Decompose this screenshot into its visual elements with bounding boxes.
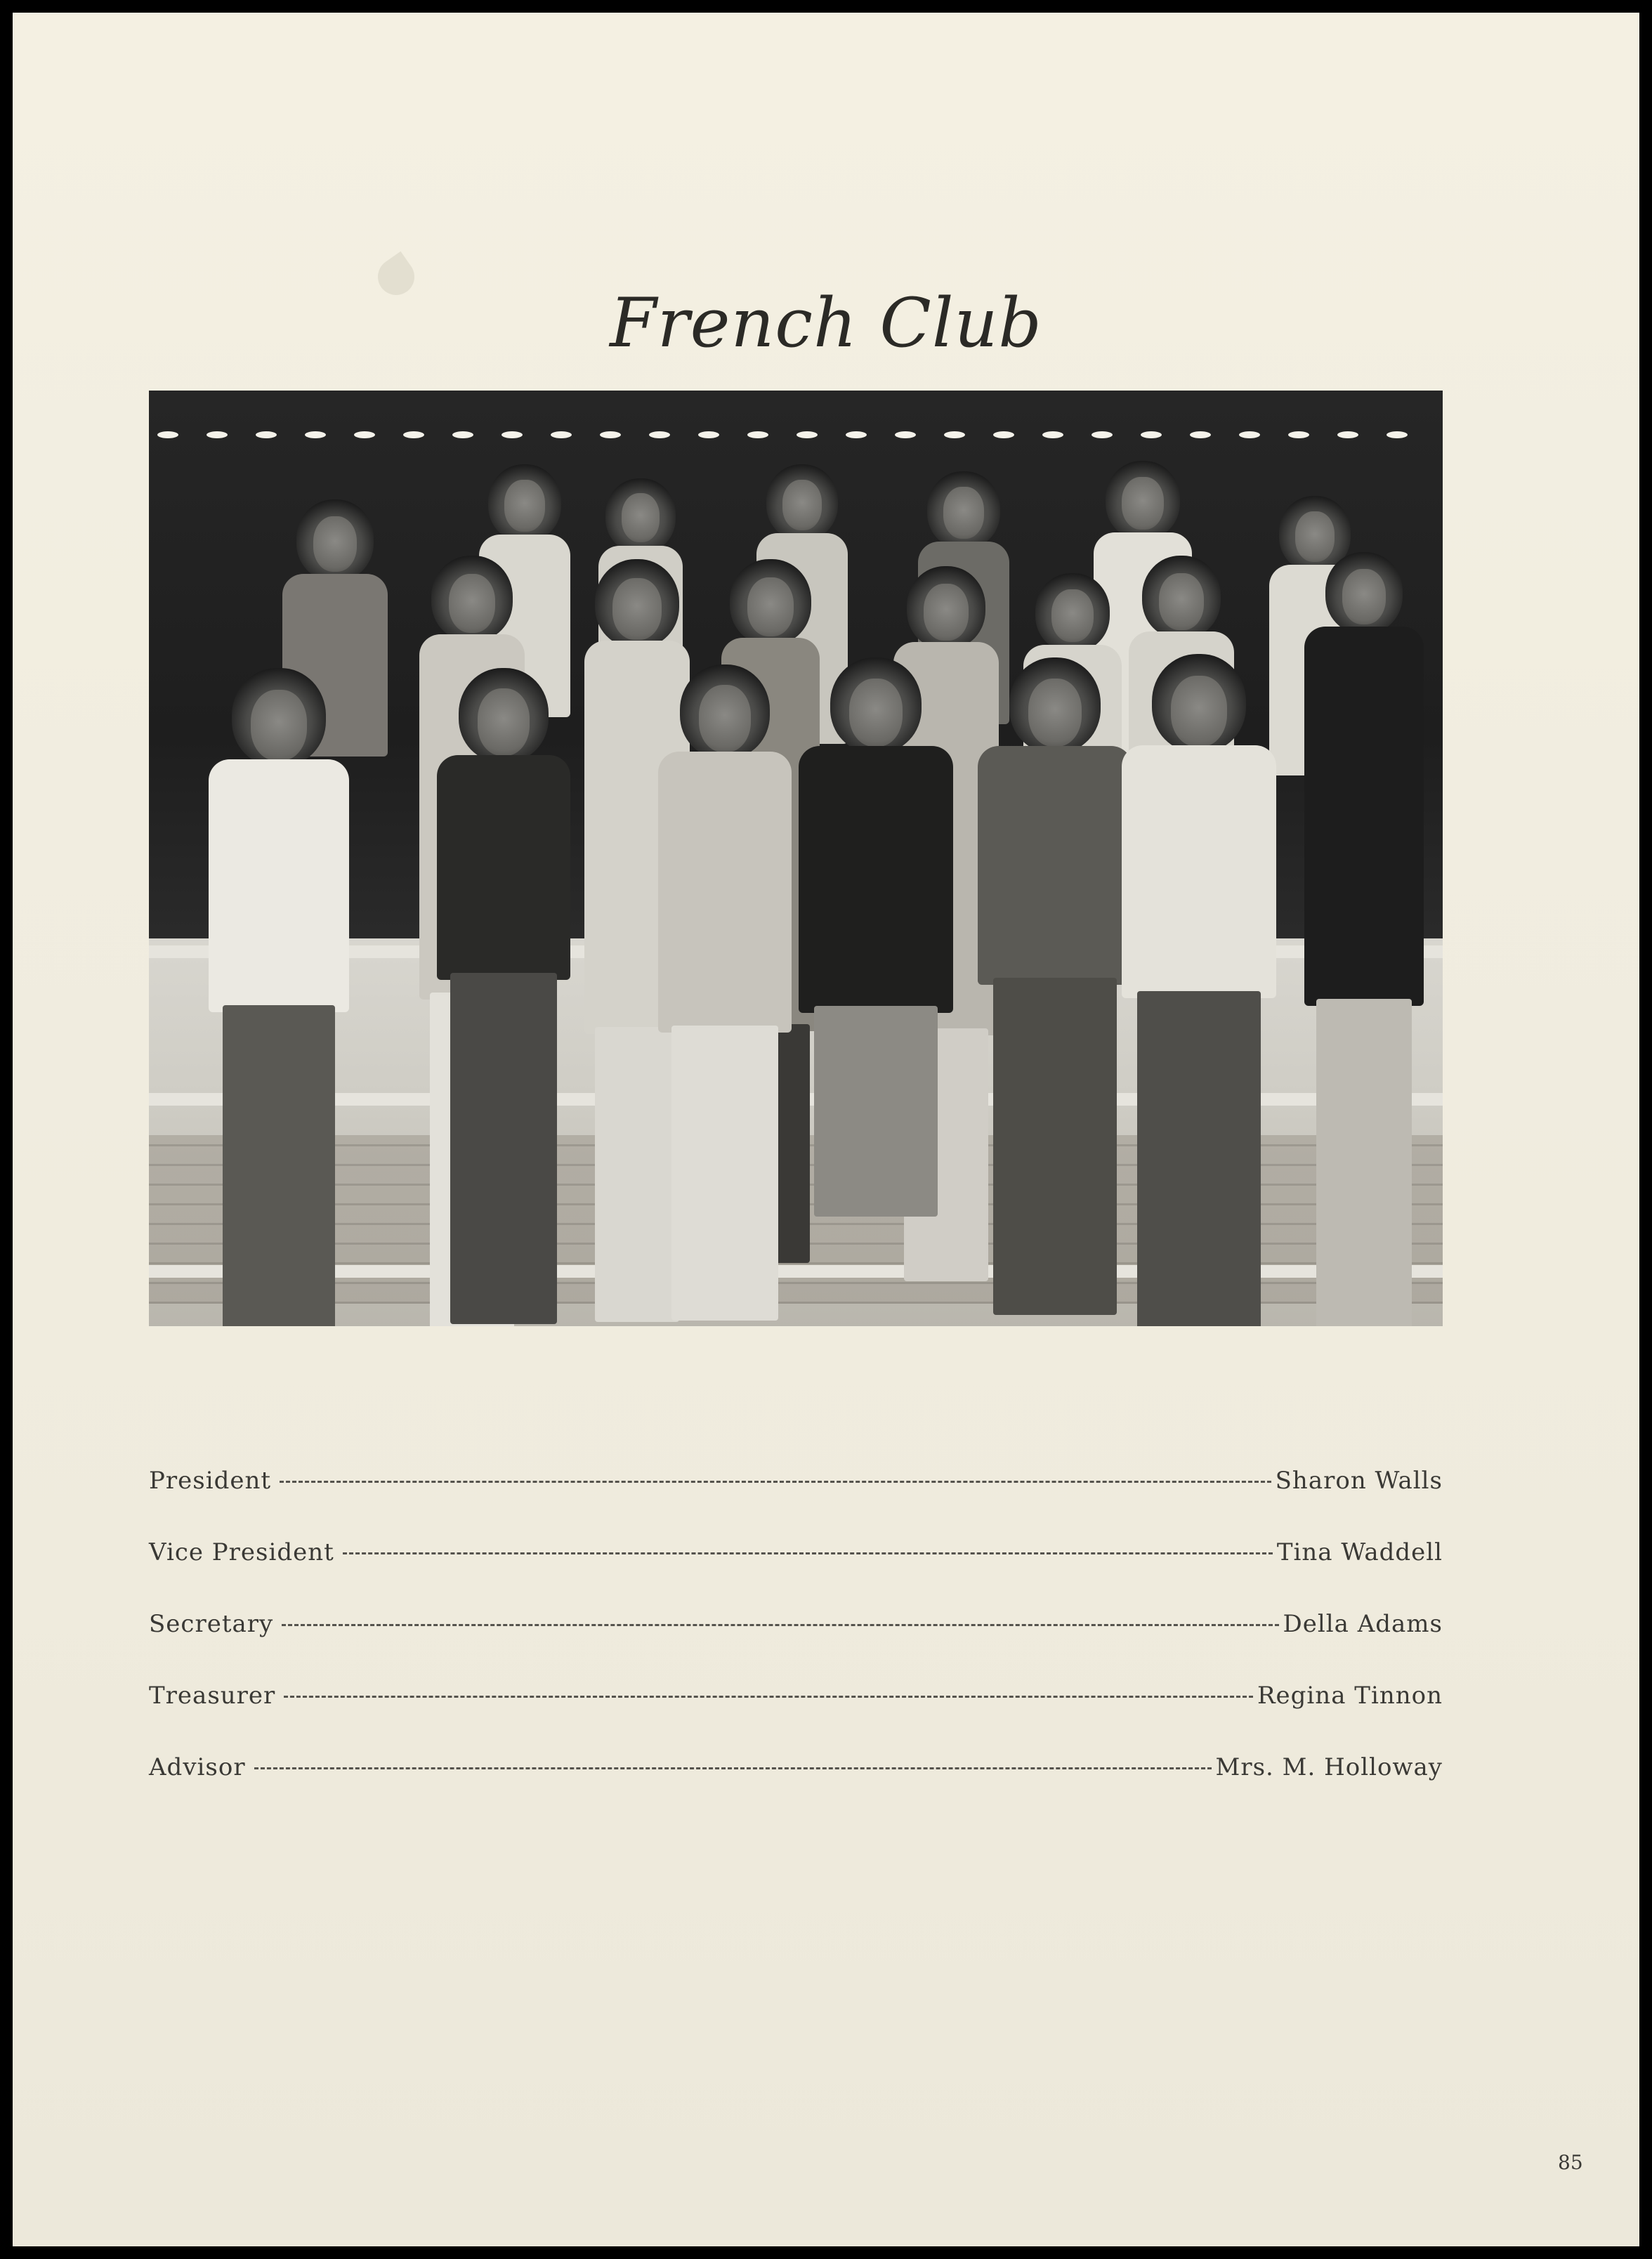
- officer-list: [149, 1467, 1443, 1825]
- member-clothing: [1304, 627, 1424, 1006]
- stage-light: [796, 431, 818, 438]
- member-clothing: [437, 755, 570, 980]
- officer-role: Treasurer: [149, 1682, 276, 1710]
- member-face: [1295, 511, 1335, 562]
- member-face: [1171, 676, 1226, 747]
- group-photo: [149, 391, 1443, 1326]
- stage-light: [1190, 431, 1211, 438]
- officer-name: Sharon Walls: [1275, 1467, 1443, 1495]
- member-face: [449, 574, 495, 634]
- member-face: [849, 679, 903, 747]
- stage-light: [1337, 431, 1358, 438]
- member-trousers: [223, 1005, 335, 1326]
- stage-light: [551, 431, 572, 438]
- stage-light: [993, 431, 1014, 438]
- member-face: [1122, 477, 1163, 530]
- stage-light: [1239, 431, 1260, 438]
- officer-row: [149, 1467, 1443, 1538]
- stage-lights: [157, 431, 1434, 441]
- member-clothing: [1122, 745, 1276, 998]
- stage-light: [649, 431, 670, 438]
- member-trousers: [1137, 991, 1261, 1326]
- page-title: French Club: [610, 284, 1042, 362]
- stage-light: [305, 431, 326, 438]
- member-face: [1342, 569, 1386, 624]
- officer-row: [149, 1538, 1443, 1610]
- member-face: [747, 577, 794, 637]
- officer-row: [149, 1682, 1443, 1753]
- stage-light: [1042, 431, 1063, 438]
- dot-leader: [280, 1481, 1271, 1483]
- stage-light: [747, 431, 768, 438]
- member-trousers: [450, 973, 557, 1324]
- member-face: [924, 584, 968, 641]
- officer-name: Mrs. M. Holloway: [1215, 1753, 1443, 1781]
- stage-light: [944, 431, 965, 438]
- stage-light: [501, 431, 523, 438]
- stage-light: [1141, 431, 1162, 438]
- stage-light: [452, 431, 473, 438]
- member-clothing: [799, 746, 953, 1013]
- member-trousers: [1316, 999, 1412, 1326]
- officer-name: Regina Tinnon: [1257, 1682, 1443, 1710]
- officer-row: [149, 1610, 1443, 1682]
- member-face: [782, 480, 822, 530]
- stage-light: [1288, 431, 1309, 438]
- stage-light: [698, 431, 719, 438]
- stage-light: [1386, 431, 1408, 438]
- officer-role: Vice President: [149, 1538, 334, 1566]
- member-face: [1028, 679, 1082, 747]
- stage-light: [895, 431, 916, 438]
- member-face: [699, 685, 752, 752]
- member-face: [1159, 573, 1203, 630]
- page-number: 85: [1558, 2151, 1583, 2174]
- stage-light: [354, 431, 375, 438]
- member-face: [1051, 589, 1093, 642]
- officer-name: Tina Waddell: [1276, 1538, 1443, 1566]
- officer-role: President: [149, 1467, 272, 1495]
- member-face: [504, 480, 545, 532]
- member-clothing: [658, 752, 792, 1033]
- dot-leader: [282, 1624, 1278, 1626]
- member-face: [478, 688, 530, 756]
- member-trousers: [595, 1027, 679, 1322]
- officer-name: Della Adams: [1283, 1610, 1443, 1638]
- member-clothing: [978, 746, 1132, 985]
- stage-light: [1092, 431, 1113, 438]
- officer-role: Advisor: [149, 1753, 246, 1781]
- stage-light: [157, 431, 178, 438]
- member-face: [313, 516, 357, 572]
- member-face: [943, 487, 984, 539]
- officer-role: Secretary: [149, 1610, 274, 1638]
- stage-light: [403, 431, 424, 438]
- member-face: [622, 493, 660, 542]
- member-trousers: [814, 1006, 938, 1217]
- member-trousers: [993, 978, 1117, 1315]
- stage-light: [846, 431, 867, 438]
- dot-leader: [284, 1696, 1253, 1698]
- member-trousers: [671, 1026, 778, 1321]
- stage-light: [206, 431, 228, 438]
- stage-light: [600, 431, 621, 438]
- member-face: [612, 578, 661, 640]
- dot-leader: [254, 1767, 1212, 1769]
- member-face: [251, 690, 306, 761]
- officer-row: [149, 1753, 1443, 1825]
- dot-leader: [343, 1552, 1273, 1554]
- member-clothing: [209, 759, 349, 1012]
- stage-light: [256, 431, 277, 438]
